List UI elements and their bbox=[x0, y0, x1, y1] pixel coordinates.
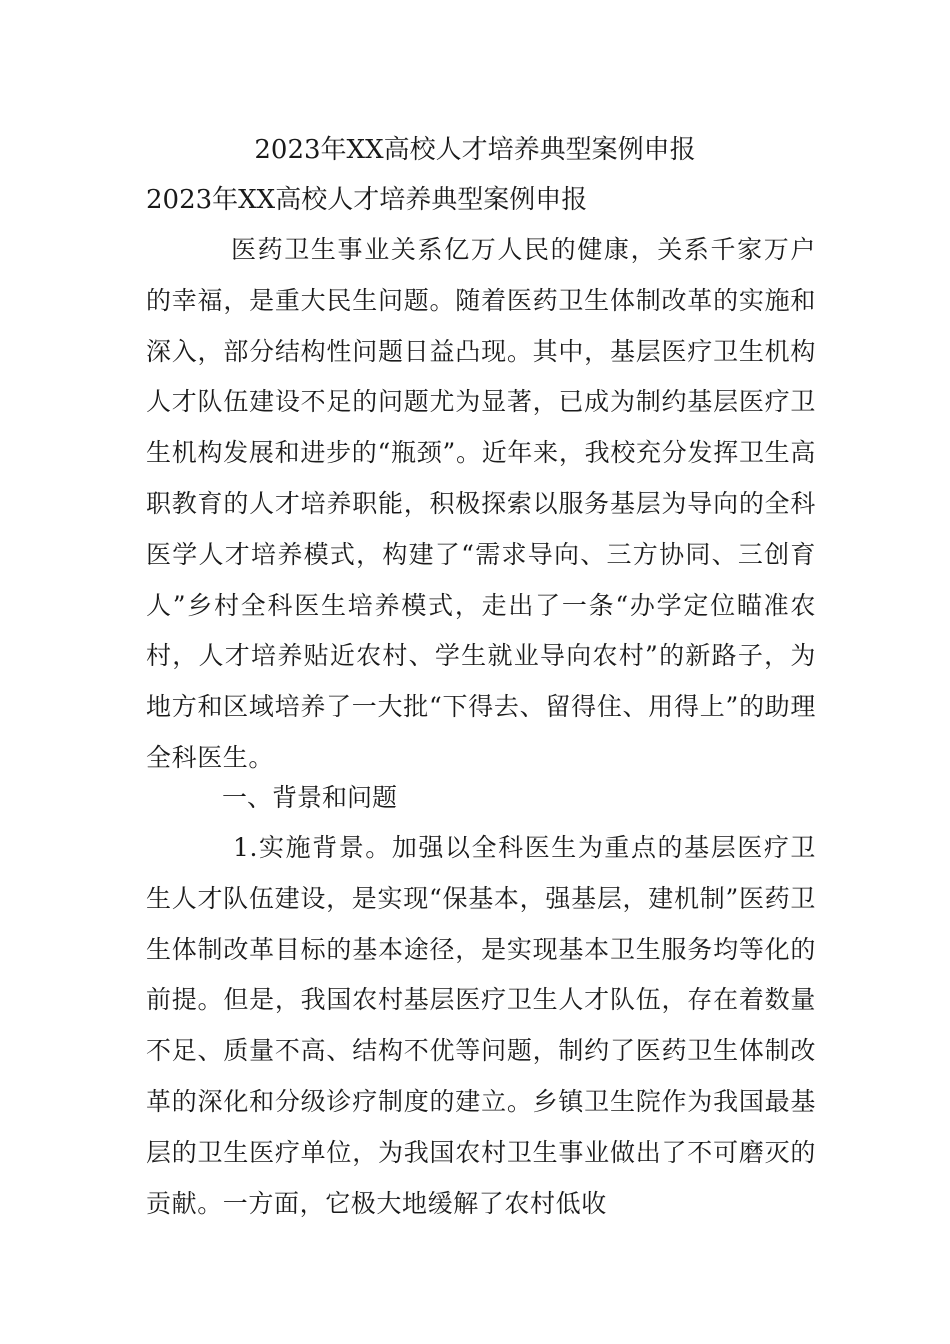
document-title-centered: 2023年XX高校人才培养典型案例申报 bbox=[254, 135, 696, 165]
intro-paragraph: 医药卫生事业关系亿万人民的健康，关系千家万户的幸福，是重大民生问题。随着医药卫生体制改革的实施和深入，部分结构性问题日益凸现。其中，基层医疗卫生机构人才队伍建设不足的问题尤为显著，已成为制约基层医疗卫生机构发展和进步的“瓶颈”。近年来，我校充分发挥卫生高职教育的人才培养职能，积极探索以服务基层为导向的全科医学人才培养模式，构建了“需求导向、三方协同、三创育人”乡村全科医生培养模式，走出了一条“办学定位瞄准农村，人才培养贴近农村、学生就业导向农村”的新路子，为地方和区域培养了一大批“下得去、留得住、用得上”的助理全科医生。 bbox=[146, 235, 816, 772]
document-title-left: 2023年XX高校人才培养典型案例申报 bbox=[146, 185, 588, 215]
section-heading-background: 一、背景和问题 bbox=[222, 783, 398, 812]
background-paragraph: 1.实施背景。加强以全科医生为重点的基层医疗卫生人才队伍建设，是实现“保基本，强基层，建机制”医药卫生体制改革目标的基本途径，是实现基本卫生服务均等化的前提。但是，我国农村基层医疗卫生人才队伍，存在着数量不足、质量不高、结构不优等问题，制约了医药卫生体制改革的深化和分级诊疗制度的建立。乡镇卫生院作为我国最基层的卫生医疗单位，为我国农村卫生事业做出了不可磨灭的贡献。一方面，它极大地缓解了农村低收 bbox=[146, 833, 816, 1218]
